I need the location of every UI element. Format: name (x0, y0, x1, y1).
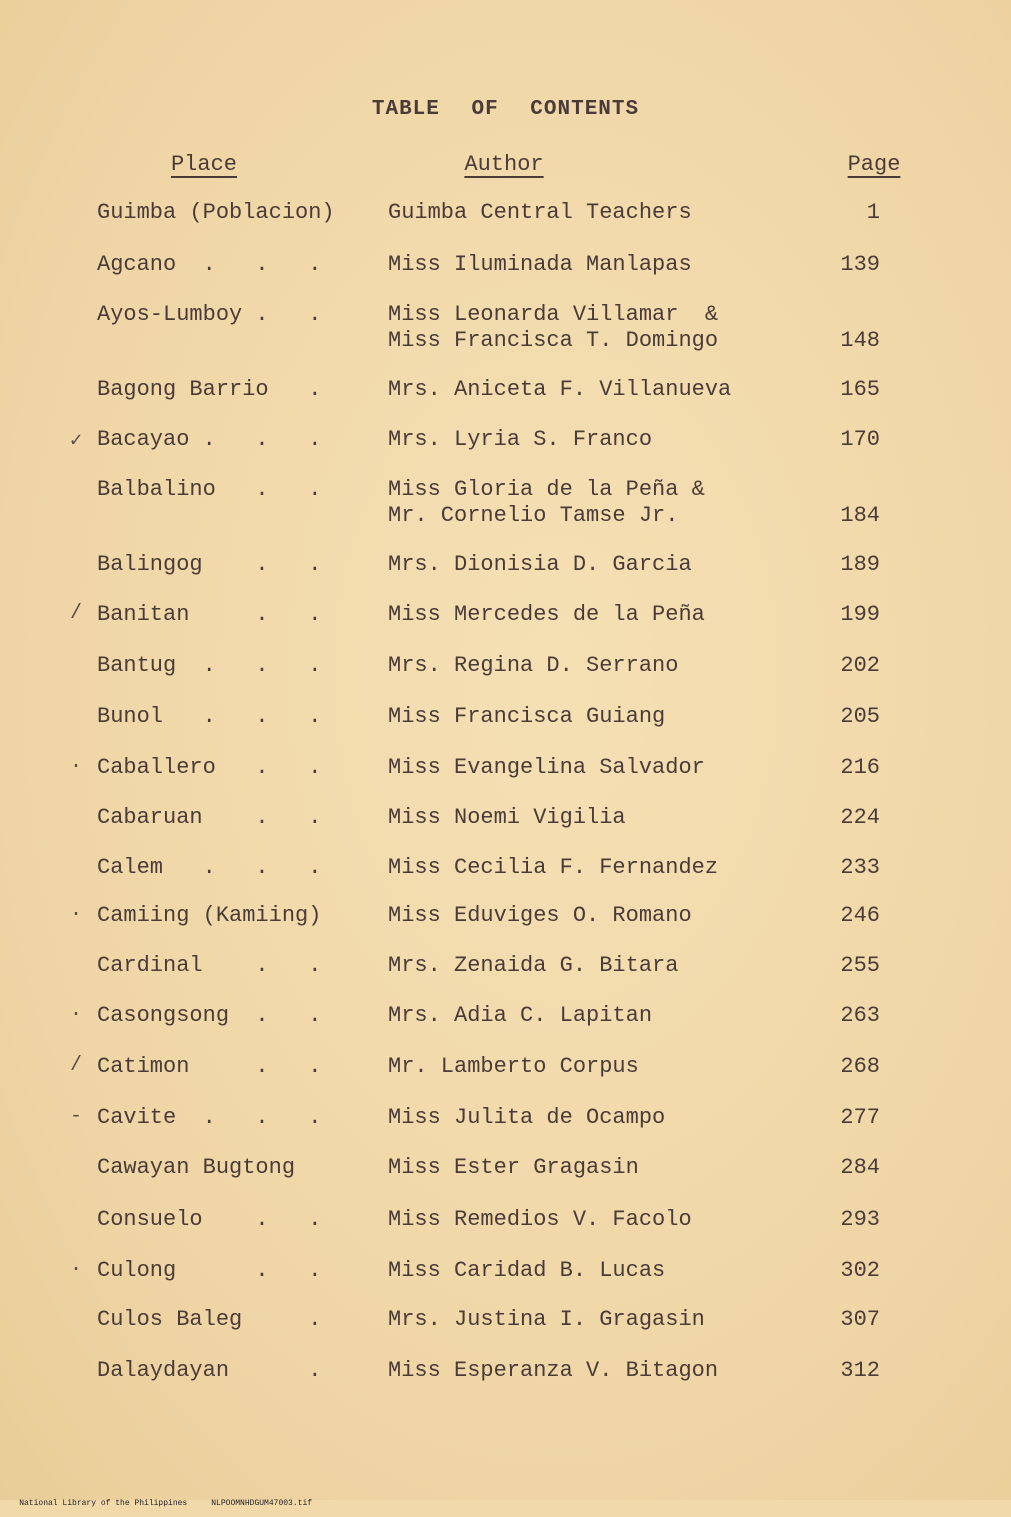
entry-place: Cawayan Bugtong (97, 1155, 296, 1180)
entry-page-number: 216 (840, 755, 880, 780)
entry-author (388, 755, 705, 781)
entry-author (388, 1258, 665, 1284)
entry-place: Cavite . . . (97, 1105, 322, 1130)
entry-place: Bunol . . . (97, 704, 322, 729)
entry-page-number: 307 (840, 1307, 880, 1332)
entry-author-line: Miss Remedios V. Facolo (388, 1207, 692, 1232)
entry-page-number: 224 (840, 805, 880, 830)
entry-page-number: 184 (840, 503, 880, 528)
entry-place: Bacayao . . . (97, 427, 322, 452)
entry-place: Culos Baleg . (97, 1307, 322, 1332)
entry-author (388, 1358, 718, 1384)
pencil-mark: · (70, 1258, 83, 1281)
entry-author-line: Mr. Lamberto Corpus (388, 1054, 639, 1079)
entry-place: Consuelo . . (97, 1207, 322, 1232)
entry-author-line: Miss Esperanza V. Bitagon (388, 1358, 719, 1383)
entry-author-line: Miss Caridad B. Lucas (388, 1258, 666, 1283)
entry-place: Balingog . . (97, 552, 322, 577)
entry-place: Catimon . . (97, 1054, 322, 1079)
entry-place: Balbalino . . (97, 477, 322, 502)
entry-place: Cabaruan . . (97, 805, 322, 830)
entry-author-line: Mrs. Justina I. Gragasin (388, 1307, 705, 1332)
entry-page-number: 312 (840, 1358, 880, 1383)
entry-page-number: 189 (840, 552, 880, 577)
entry-author (388, 1307, 705, 1333)
entry-author-line: Mrs. Adia C. Lapitan (388, 1003, 653, 1028)
entry-author (388, 200, 692, 226)
entry-author (388, 302, 718, 354)
entry-author-line: Miss Francisca Guiang (388, 704, 666, 729)
entry-author (388, 704, 665, 730)
entry-place: Camiing (Kamiing) (97, 903, 322, 928)
pencil-mark: / (70, 602, 83, 625)
entry-author (388, 1155, 639, 1181)
entry-author-line: Mrs. Dionisia D. Garcia (388, 552, 692, 577)
entry-author (388, 427, 652, 453)
entry-author (388, 602, 705, 628)
entry-author (388, 855, 718, 881)
entry-place: Calem . . . (97, 855, 322, 880)
entry-place: Dalaydayan . (97, 1358, 322, 1383)
entry-author-line: Miss Gloria de la Peña & (388, 477, 705, 502)
entry-author (388, 252, 692, 278)
entry-page-number: 277 (840, 1105, 880, 1130)
entry-author (388, 1054, 639, 1080)
entry-author-line: Mrs. Aniceta F. Villanueva (388, 377, 732, 402)
entry-author-line: Miss Iluminada Manlapas (388, 252, 692, 277)
entry-author (388, 1003, 652, 1029)
entry-author-line: Miss Mercedes de la Peña (388, 602, 705, 627)
entry-place: Casongsong . . (97, 1003, 322, 1028)
column-header-place: Place (170, 152, 237, 177)
entry-page-number: 170 (840, 427, 880, 452)
entry-author-line: Miss Noemi Vigilia (388, 805, 626, 830)
pencil-mark: · (70, 1003, 83, 1026)
entry-page-number: 255 (840, 953, 880, 978)
pencil-mark: / (70, 1054, 83, 1077)
entry-page-number: 284 (840, 1155, 880, 1180)
entry-author-line: Miss Ester Gragasin (388, 1155, 639, 1180)
entry-place: Ayos-Lumboy . . (97, 302, 322, 327)
entry-place: Guimba (Poblacion) (97, 200, 335, 225)
footer-filename: NLPOOMNHDGUM47003.tif (211, 1499, 313, 1508)
entry-author-line: Miss Eduviges O. Romano (388, 903, 692, 928)
entry-author-line: Mrs. Regina D. Serrano (388, 653, 679, 678)
column-header-author: Author (464, 152, 544, 177)
entry-author (388, 805, 626, 831)
column-header-page: Page (847, 152, 901, 177)
entry-page-number: 148 (840, 328, 880, 353)
entry-author-line: Miss Leonarda Villamar & (388, 302, 719, 327)
entry-page-number: 199 (840, 602, 880, 627)
entry-author (388, 903, 692, 929)
entry-place: Bantug . . . (97, 653, 322, 678)
entry-page-number: 139 (840, 252, 880, 277)
entry-page-number: 293 (840, 1207, 880, 1232)
entry-author-line: Guimba Central Teachers (388, 200, 692, 225)
entry-page-number: 205 (840, 704, 880, 729)
entry-page-number: 202 (840, 653, 880, 678)
entry-page-number: 263 (840, 1003, 880, 1028)
entry-place: Caballero . . (97, 755, 322, 780)
page-title: TABLE OF CONTENTS (371, 98, 640, 121)
entry-author (388, 552, 692, 578)
entry-author (388, 953, 678, 979)
entry-place: Culong . . (97, 1258, 322, 1283)
entry-author-line: Mrs. Zenaida G. Bitara (388, 953, 679, 978)
entry-page-number: 302 (840, 1258, 880, 1283)
pencil-mark: - (70, 1105, 83, 1128)
entry-page-number: 268 (840, 1054, 880, 1079)
entry-place: Cardinal . . (97, 953, 322, 978)
entry-author-line: Mrs. Lyria S. Franco (388, 427, 653, 452)
footer (0, 1490, 312, 1517)
entry-place: Agcano . . . (97, 252, 322, 277)
entry-page-number: 233 (840, 855, 880, 880)
pencil-mark: · (70, 903, 83, 926)
entry-page-number: 246 (840, 903, 880, 928)
entry-author-line: Mr. Cornelio Tamse Jr. (388, 503, 679, 528)
pencil-mark: · (70, 755, 83, 778)
entry-author-line: Miss Francisca T. Domingo (388, 328, 719, 353)
entry-author (388, 377, 731, 403)
footer-library: National Library of the Philippines (19, 1499, 188, 1508)
entry-author (388, 1207, 692, 1233)
entry-author (388, 653, 678, 679)
entry-author-line: Miss Cecilia F. Fernandez (388, 855, 719, 880)
entry-page-number: 1 (866, 200, 880, 225)
entry-page-number: 165 (840, 377, 880, 402)
entry-author-line: Miss Julita de Ocampo (388, 1105, 666, 1130)
entry-author (388, 1105, 665, 1131)
entry-author (388, 477, 705, 529)
pencil-mark: ✓ (70, 430, 83, 453)
entry-place: Bagong Barrio . (97, 377, 322, 402)
entry-author-line: Miss Evangelina Salvador (388, 755, 705, 780)
entry-place: Banitan . . (97, 602, 322, 627)
